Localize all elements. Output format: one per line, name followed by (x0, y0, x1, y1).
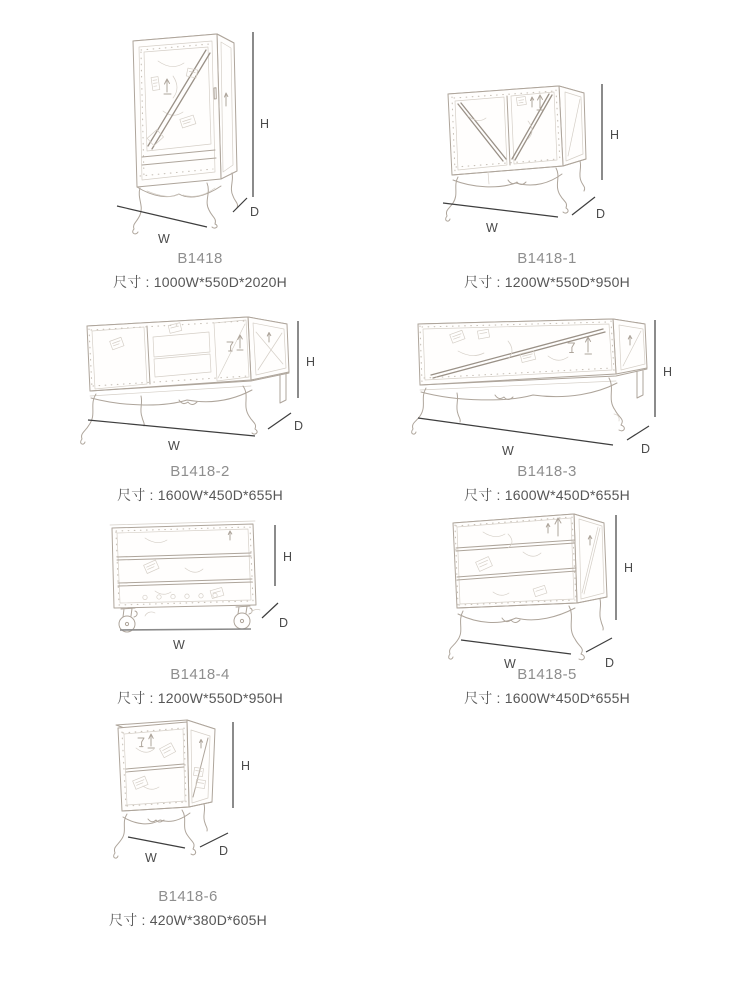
product-size: 尺寸 : 1600W*450D*655H (464, 487, 630, 503)
bedside-cabinet-sketch (98, 708, 260, 883)
product-size: 尺寸 : 1600W*450D*655H (117, 487, 283, 503)
depth-dim-line (572, 197, 595, 215)
width-dim-line (461, 640, 571, 654)
depth-dim-label: D (219, 844, 229, 858)
width-dim-line (128, 837, 185, 848)
width-dim-label: W (168, 439, 180, 453)
product-card-b1418-6 (48, 888, 328, 930)
long-low-cabinet-sketch (398, 306, 690, 458)
depth-dim-line (268, 413, 291, 429)
cabinet-sketch (81, 317, 289, 444)
depth-dim-label: D (596, 207, 606, 221)
depth-dim-label: D (250, 205, 260, 219)
depth-dim-label: D (641, 442, 651, 456)
tv-stand-sketch (75, 306, 325, 456)
width-dim-line (443, 203, 558, 217)
depth-dim-line (586, 638, 612, 652)
depth-dim-line (262, 603, 278, 618)
model-number: B1418-4 (170, 666, 230, 683)
depth-dim-line (627, 426, 649, 440)
cabinet-sketch (446, 86, 586, 221)
height-dim-label: H (663, 365, 673, 379)
product-card-b1418-1 (407, 250, 687, 292)
depth-dim-label: D (294, 419, 304, 433)
width-dim-line (117, 206, 207, 227)
width-dim-label: W (145, 851, 157, 865)
three-drawer-chest-legs-sketch (438, 502, 673, 672)
model-number: B1418-1 (517, 250, 577, 267)
cabinet-sketch (412, 319, 647, 434)
cabinet-sketch (110, 521, 260, 632)
width-dim-label: W (158, 232, 170, 246)
height-dim-label: H (241, 759, 251, 773)
height-dim-label: H (283, 550, 293, 564)
model-number: B1418-3 (517, 463, 577, 480)
width-dim-line (418, 418, 613, 445)
width-dim-label: W (486, 221, 498, 235)
product-size: 尺寸 : 1000W*550D*2020H (113, 274, 287, 290)
height-dim-label: H (306, 355, 316, 369)
product-size: 尺寸 : 420W*380D*605H (109, 912, 267, 928)
model-number: B1418 (177, 250, 223, 267)
tall-crate-cabinet-sketch (103, 16, 303, 246)
width-dim-label: W (173, 638, 185, 652)
height-dim-label: H (260, 117, 270, 131)
two-door-sideboard-sketch (428, 66, 633, 241)
width-dim-label: W (504, 657, 516, 671)
height-dim-label: H (610, 128, 620, 142)
height-dim-label: H (624, 561, 634, 575)
product-size: 尺寸 : 1200W*550D*950H (117, 690, 283, 706)
product-card-b1418-3 (407, 463, 687, 505)
model-number: B1418-5 (517, 666, 577, 683)
depth-dim-label: D (605, 656, 615, 670)
depth-dim-label: D (279, 616, 289, 630)
width-dim-line (88, 420, 255, 436)
product-card-b1418-5 (407, 666, 687, 708)
cabinet-sketch (133, 34, 238, 234)
product-card-b1418-4 (60, 666, 340, 708)
model-number: B1418-2 (170, 463, 230, 480)
product-size: 尺寸 : 1200W*550D*950H (464, 274, 630, 290)
width-dim-line (120, 629, 251, 630)
width-dim-label: W (502, 444, 514, 458)
three-drawer-chest-casters-sketch (95, 513, 305, 663)
product-size: 尺寸 : 1600W*450D*655H (464, 690, 630, 706)
product-card-b1418-2 (60, 463, 340, 505)
product-card-b1418 (60, 250, 340, 292)
cabinet-sketch (449, 514, 607, 660)
model-number: B1418-6 (158, 888, 218, 905)
